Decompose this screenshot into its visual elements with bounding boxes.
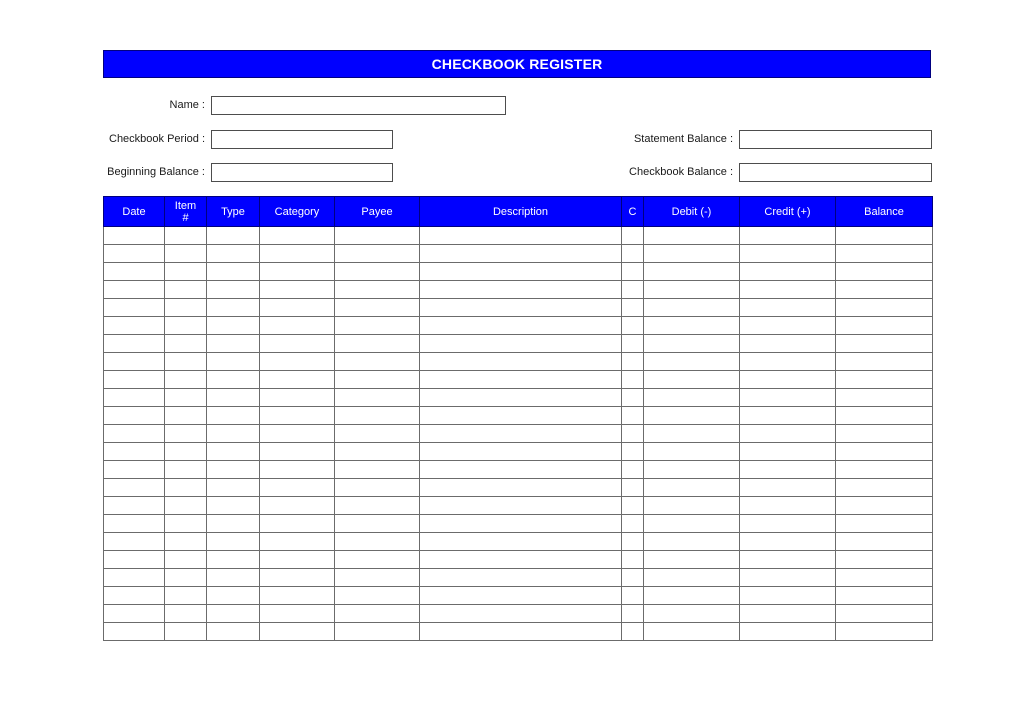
cell-description[interactable] xyxy=(420,515,622,533)
cell-description[interactable] xyxy=(420,461,622,479)
cell-debit[interactable] xyxy=(644,281,740,299)
cell-cleared[interactable] xyxy=(622,479,644,497)
cell-type[interactable] xyxy=(207,587,260,605)
cell-type[interactable] xyxy=(207,443,260,461)
cell-item[interactable] xyxy=(165,533,207,551)
column-header-category: Category xyxy=(260,197,335,227)
checkbook-period-field[interactable] xyxy=(211,130,393,149)
cell-item[interactable] xyxy=(165,587,207,605)
cell-date[interactable] xyxy=(104,569,165,587)
table-row xyxy=(104,317,933,335)
cell-category[interactable] xyxy=(260,335,335,353)
cell-payee[interactable] xyxy=(335,533,420,551)
cell-payee[interactable] xyxy=(335,623,420,641)
register-header-row xyxy=(104,197,933,227)
cell-cleared[interactable] xyxy=(622,533,644,551)
cell-description[interactable] xyxy=(420,569,622,587)
cell-date[interactable] xyxy=(104,623,165,641)
cell-cleared[interactable] xyxy=(622,497,644,515)
cell-cleared[interactable] xyxy=(622,389,644,407)
cell-item[interactable] xyxy=(165,317,207,335)
statement-balance-label: Statement Balance : xyxy=(633,133,733,145)
cell-item[interactable] xyxy=(165,389,207,407)
cell-payee[interactable] xyxy=(335,569,420,587)
cell-description[interactable] xyxy=(420,299,622,317)
cell-credit[interactable] xyxy=(740,497,836,515)
cell-balance[interactable] xyxy=(836,281,933,299)
cell-payee[interactable] xyxy=(335,389,420,407)
cell-category[interactable] xyxy=(260,371,335,389)
cell-debit[interactable] xyxy=(644,443,740,461)
cell-item[interactable] xyxy=(165,353,207,371)
cell-date[interactable] xyxy=(104,461,165,479)
cell-item[interactable] xyxy=(165,569,207,587)
cell-cleared[interactable] xyxy=(622,587,644,605)
cell-type[interactable] xyxy=(207,281,260,299)
cell-balance[interactable] xyxy=(836,227,933,245)
cell-category[interactable] xyxy=(260,605,335,623)
cell-date[interactable] xyxy=(104,425,165,443)
cell-debit[interactable] xyxy=(644,479,740,497)
cell-description[interactable] xyxy=(420,407,622,425)
table-row xyxy=(104,461,933,479)
cell-credit[interactable] xyxy=(740,425,836,443)
cell-type[interactable] xyxy=(207,515,260,533)
cell-category[interactable] xyxy=(260,353,335,371)
cell-category[interactable] xyxy=(260,551,335,569)
cell-date[interactable] xyxy=(104,497,165,515)
column-header-payee: Payee xyxy=(335,197,420,227)
cell-debit[interactable] xyxy=(644,353,740,371)
column-header-item: Item # xyxy=(165,197,207,227)
cell-payee[interactable] xyxy=(335,425,420,443)
cell-type[interactable] xyxy=(207,623,260,641)
cell-category[interactable] xyxy=(260,533,335,551)
cell-balance[interactable] xyxy=(836,551,933,569)
cell-description[interactable] xyxy=(420,335,622,353)
cell-item[interactable] xyxy=(165,281,207,299)
cell-type[interactable] xyxy=(207,335,260,353)
cell-payee[interactable] xyxy=(335,407,420,425)
cell-credit[interactable] xyxy=(740,479,836,497)
cell-payee[interactable] xyxy=(335,299,420,317)
cell-cleared[interactable] xyxy=(622,425,644,443)
cell-debit[interactable] xyxy=(644,497,740,515)
cell-item[interactable] xyxy=(165,623,207,641)
cell-balance[interactable] xyxy=(836,587,933,605)
column-header-debit: Debit (-) xyxy=(644,197,740,227)
table-row xyxy=(104,281,933,299)
beginning-balance-field[interactable] xyxy=(211,163,393,182)
cell-balance[interactable] xyxy=(836,299,933,317)
cell-debit[interactable] xyxy=(644,587,740,605)
cell-payee[interactable] xyxy=(335,461,420,479)
cell-category[interactable] xyxy=(260,407,335,425)
cell-credit[interactable] xyxy=(740,407,836,425)
cell-cleared[interactable] xyxy=(622,551,644,569)
cell-item[interactable] xyxy=(165,371,207,389)
cell-cleared[interactable] xyxy=(622,443,644,461)
cell-type[interactable] xyxy=(207,551,260,569)
cell-description[interactable] xyxy=(420,479,622,497)
cell-description[interactable] xyxy=(420,551,622,569)
cell-category[interactable] xyxy=(260,281,335,299)
cell-credit[interactable] xyxy=(740,227,836,245)
cell-description[interactable] xyxy=(420,623,622,641)
cell-credit[interactable] xyxy=(740,245,836,263)
cell-description[interactable] xyxy=(420,353,622,371)
cell-category[interactable] xyxy=(260,479,335,497)
cell-cleared[interactable] xyxy=(622,227,644,245)
cell-balance[interactable] xyxy=(836,479,933,497)
cell-date[interactable] xyxy=(104,389,165,407)
table-row xyxy=(104,245,933,263)
cell-date[interactable] xyxy=(104,443,165,461)
cell-debit[interactable] xyxy=(644,317,740,335)
column-header-cleared: C xyxy=(622,197,644,227)
cell-type[interactable] xyxy=(207,227,260,245)
cell-balance[interactable] xyxy=(836,443,933,461)
cell-credit[interactable] xyxy=(740,389,836,407)
cell-credit[interactable] xyxy=(740,371,836,389)
cell-description[interactable] xyxy=(420,587,622,605)
cell-category[interactable] xyxy=(260,317,335,335)
cell-cleared[interactable] xyxy=(622,281,644,299)
cell-item[interactable] xyxy=(165,263,207,281)
cell-balance[interactable] xyxy=(836,605,933,623)
checkbook-balance-field[interactable] xyxy=(739,163,932,182)
cell-item[interactable] xyxy=(165,227,207,245)
cell-balance[interactable] xyxy=(836,623,933,641)
cell-debit[interactable] xyxy=(644,623,740,641)
cell-description[interactable] xyxy=(420,389,622,407)
cell-type[interactable] xyxy=(207,497,260,515)
cell-description[interactable] xyxy=(420,533,622,551)
cell-balance[interactable] xyxy=(836,497,933,515)
cell-payee[interactable] xyxy=(335,515,420,533)
cell-type[interactable] xyxy=(207,479,260,497)
cell-date[interactable] xyxy=(104,317,165,335)
cell-date[interactable] xyxy=(104,407,165,425)
cell-type[interactable] xyxy=(207,569,260,587)
table-row xyxy=(104,353,933,371)
register-title: CHECKBOOK REGISTER xyxy=(431,56,603,72)
cell-item[interactable] xyxy=(165,551,207,569)
cell-debit[interactable] xyxy=(644,425,740,443)
cell-credit[interactable] xyxy=(740,281,836,299)
cell-item[interactable] xyxy=(165,299,207,317)
cell-balance[interactable] xyxy=(836,389,933,407)
cell-description[interactable] xyxy=(420,497,622,515)
cell-description[interactable] xyxy=(420,317,622,335)
cell-credit[interactable] xyxy=(740,335,836,353)
cell-date[interactable] xyxy=(104,371,165,389)
cell-date[interactable] xyxy=(104,335,165,353)
cell-balance[interactable] xyxy=(836,371,933,389)
cell-description[interactable] xyxy=(420,605,622,623)
cell-category[interactable] xyxy=(260,263,335,281)
cell-item[interactable] xyxy=(165,461,207,479)
cell-item[interactable] xyxy=(165,425,207,443)
cell-credit[interactable] xyxy=(740,605,836,623)
table-row xyxy=(104,263,933,281)
cell-cleared[interactable] xyxy=(622,353,644,371)
cell-date[interactable] xyxy=(104,281,165,299)
cell-description[interactable] xyxy=(420,245,622,263)
cell-date[interactable] xyxy=(104,227,165,245)
cell-debit[interactable] xyxy=(644,551,740,569)
cell-cleared[interactable] xyxy=(622,605,644,623)
cell-debit[interactable] xyxy=(644,533,740,551)
cell-category[interactable] xyxy=(260,245,335,263)
cell-category[interactable] xyxy=(260,515,335,533)
table-row xyxy=(104,533,933,551)
cell-debit[interactable] xyxy=(644,227,740,245)
table-row xyxy=(104,443,933,461)
cell-cleared[interactable] xyxy=(622,263,644,281)
cell-credit[interactable] xyxy=(740,533,836,551)
cell-type[interactable] xyxy=(207,371,260,389)
cell-item[interactable] xyxy=(165,479,207,497)
cell-payee[interactable] xyxy=(335,551,420,569)
cell-type[interactable] xyxy=(207,533,260,551)
cell-payee[interactable] xyxy=(335,263,420,281)
cell-debit[interactable] xyxy=(644,461,740,479)
table-row xyxy=(104,407,933,425)
cell-category[interactable] xyxy=(260,443,335,461)
cell-date[interactable] xyxy=(104,605,165,623)
cell-item[interactable] xyxy=(165,443,207,461)
cell-type[interactable] xyxy=(207,245,260,263)
cell-date[interactable] xyxy=(104,533,165,551)
column-header-date: Date xyxy=(104,197,165,227)
cell-item[interactable] xyxy=(165,497,207,515)
cell-cleared[interactable] xyxy=(622,515,644,533)
cell-cleared[interactable] xyxy=(622,569,644,587)
cell-credit[interactable] xyxy=(740,443,836,461)
cell-description[interactable] xyxy=(420,371,622,389)
cell-item[interactable] xyxy=(165,407,207,425)
cell-balance[interactable] xyxy=(836,533,933,551)
cell-payee[interactable] xyxy=(335,371,420,389)
cell-debit[interactable] xyxy=(644,335,740,353)
cell-category[interactable] xyxy=(260,569,335,587)
cell-date[interactable] xyxy=(104,245,165,263)
cell-type[interactable] xyxy=(207,263,260,281)
table-row xyxy=(104,605,933,623)
cell-payee[interactable] xyxy=(335,443,420,461)
cell-type[interactable] xyxy=(207,317,260,335)
name-label: Name : xyxy=(169,99,205,111)
cell-category[interactable] xyxy=(260,461,335,479)
table-row xyxy=(104,551,933,569)
cell-payee[interactable] xyxy=(335,605,420,623)
cell-cleared[interactable] xyxy=(622,461,644,479)
cell-credit[interactable] xyxy=(740,587,836,605)
cell-cleared[interactable] xyxy=(622,335,644,353)
cell-category[interactable] xyxy=(260,623,335,641)
table-row xyxy=(104,227,933,245)
cell-date[interactable] xyxy=(104,479,165,497)
cell-category[interactable] xyxy=(260,389,335,407)
checkbook-balance-label: Checkbook Balance : xyxy=(629,166,733,178)
cell-cleared[interactable] xyxy=(622,371,644,389)
cell-payee[interactable] xyxy=(335,317,420,335)
table-row xyxy=(104,515,933,533)
cell-debit[interactable] xyxy=(644,299,740,317)
register-body xyxy=(104,227,933,641)
cell-item[interactable] xyxy=(165,245,207,263)
column-header-type: Type xyxy=(207,197,260,227)
name-field[interactable] xyxy=(211,96,506,115)
cell-date[interactable] xyxy=(104,353,165,371)
cell-type[interactable] xyxy=(207,299,260,317)
cell-description[interactable] xyxy=(420,263,622,281)
cell-cleared[interactable] xyxy=(622,245,644,263)
cell-category[interactable] xyxy=(260,299,335,317)
cell-description[interactable] xyxy=(420,281,622,299)
cell-item[interactable] xyxy=(165,515,207,533)
table-row xyxy=(104,425,933,443)
cell-item[interactable] xyxy=(165,605,207,623)
cell-credit[interactable] xyxy=(740,623,836,641)
cell-payee[interactable] xyxy=(335,245,420,263)
cell-balance[interactable] xyxy=(836,353,933,371)
cell-cleared[interactable] xyxy=(622,299,644,317)
cell-item[interactable] xyxy=(165,335,207,353)
cell-payee[interactable] xyxy=(335,335,420,353)
checkbook-period-label: Checkbook Period : xyxy=(109,133,205,145)
cell-payee[interactable] xyxy=(335,281,420,299)
cell-balance[interactable] xyxy=(836,245,933,263)
cell-debit[interactable] xyxy=(644,371,740,389)
register-title-bar xyxy=(103,50,931,78)
cell-category[interactable] xyxy=(260,497,335,515)
table-row xyxy=(104,623,933,641)
cell-category[interactable] xyxy=(260,227,335,245)
cell-date[interactable] xyxy=(104,263,165,281)
cell-balance[interactable] xyxy=(836,461,933,479)
cell-date[interactable] xyxy=(104,551,165,569)
cell-debit[interactable] xyxy=(644,389,740,407)
cell-debit[interactable] xyxy=(644,407,740,425)
table-row xyxy=(104,371,933,389)
cell-type[interactable] xyxy=(207,389,260,407)
cell-payee[interactable] xyxy=(335,479,420,497)
table-row xyxy=(104,569,933,587)
cell-type[interactable] xyxy=(207,407,260,425)
cell-cleared[interactable] xyxy=(622,317,644,335)
cell-credit[interactable] xyxy=(740,515,836,533)
cell-balance[interactable] xyxy=(836,569,933,587)
cell-description[interactable] xyxy=(420,425,622,443)
cell-date[interactable] xyxy=(104,515,165,533)
cell-payee[interactable] xyxy=(335,227,420,245)
cell-debit[interactable] xyxy=(644,605,740,623)
cell-cleared[interactable] xyxy=(622,407,644,425)
table-row xyxy=(104,479,933,497)
cell-description[interactable] xyxy=(420,443,622,461)
cell-credit[interactable] xyxy=(740,569,836,587)
column-header-balance: Balance xyxy=(836,197,933,227)
cell-category[interactable] xyxy=(260,587,335,605)
cell-type[interactable] xyxy=(207,425,260,443)
table-row xyxy=(104,587,933,605)
statement-balance-field[interactable] xyxy=(739,130,932,149)
cell-credit[interactable] xyxy=(740,317,836,335)
cell-balance[interactable] xyxy=(836,515,933,533)
cell-payee[interactable] xyxy=(335,353,420,371)
column-header-credit: Credit (+) xyxy=(740,197,836,227)
cell-debit[interactable] xyxy=(644,263,740,281)
cell-cleared[interactable] xyxy=(622,623,644,641)
cell-credit[interactable] xyxy=(740,263,836,281)
table-row xyxy=(104,335,933,353)
cell-credit[interactable] xyxy=(740,551,836,569)
cell-debit[interactable] xyxy=(644,245,740,263)
cell-balance[interactable] xyxy=(836,425,933,443)
register-table xyxy=(103,196,933,641)
cell-payee[interactable] xyxy=(335,497,420,515)
column-header-description: Description xyxy=(420,197,622,227)
cell-credit[interactable] xyxy=(740,299,836,317)
cell-credit[interactable] xyxy=(740,461,836,479)
cell-debit[interactable] xyxy=(644,569,740,587)
cell-credit[interactable] xyxy=(740,353,836,371)
beginning-balance-label: Beginning Balance : xyxy=(107,166,205,178)
cell-category[interactable] xyxy=(260,425,335,443)
cell-payee[interactable] xyxy=(335,587,420,605)
cell-balance[interactable] xyxy=(836,263,933,281)
cell-type[interactable] xyxy=(207,353,260,371)
cell-date[interactable] xyxy=(104,299,165,317)
cell-type[interactable] xyxy=(207,461,260,479)
table-row xyxy=(104,389,933,407)
table-row xyxy=(104,497,933,515)
cell-balance[interactable] xyxy=(836,335,933,353)
cell-date[interactable] xyxy=(104,587,165,605)
cell-balance[interactable] xyxy=(836,407,933,425)
table-row xyxy=(104,299,933,317)
cell-debit[interactable] xyxy=(644,515,740,533)
cell-balance[interactable] xyxy=(836,317,933,335)
cell-description[interactable] xyxy=(420,227,622,245)
cell-type[interactable] xyxy=(207,605,260,623)
